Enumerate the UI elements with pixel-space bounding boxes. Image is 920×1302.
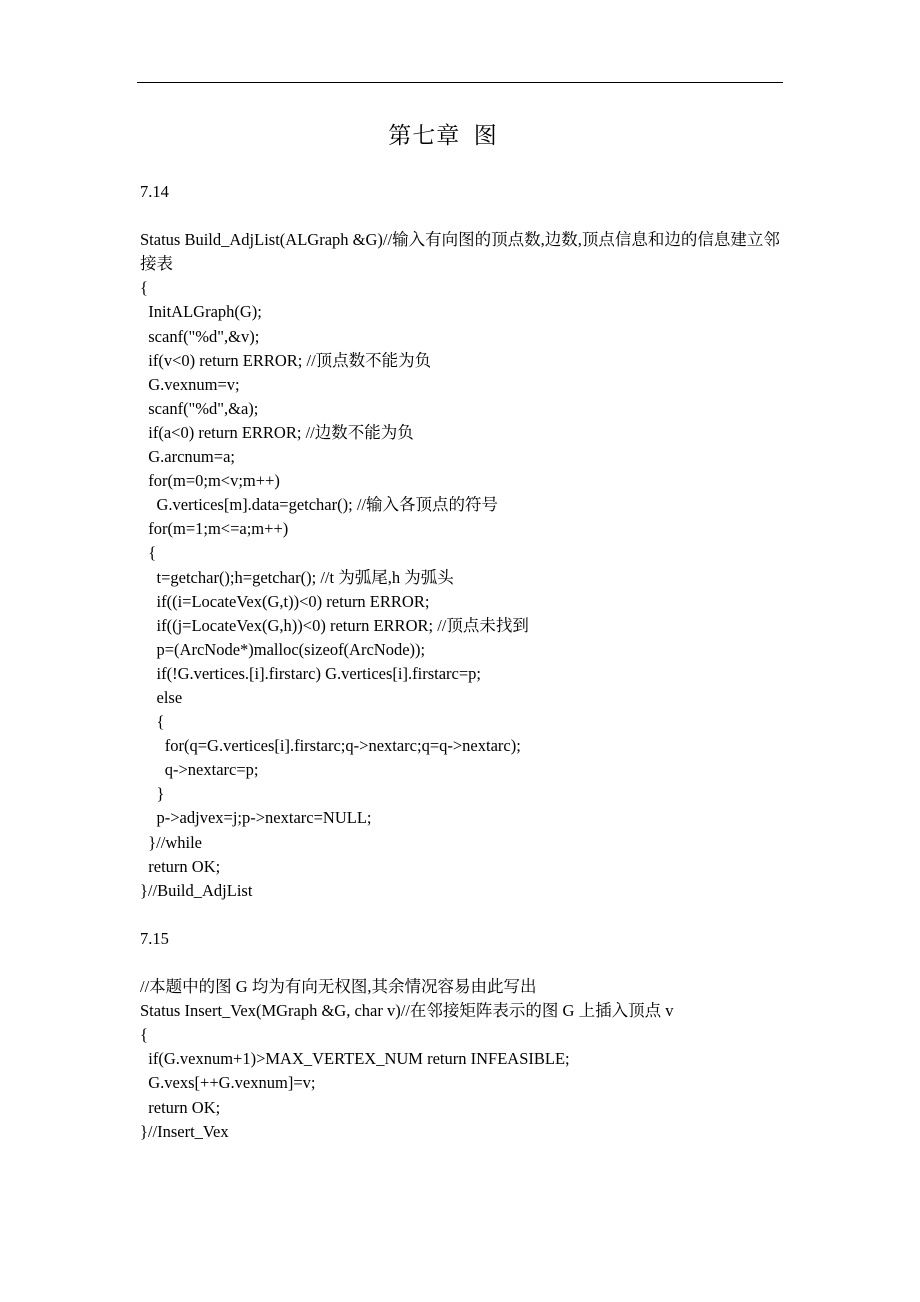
code-line: G.vexnum=v; xyxy=(140,374,240,394)
code-line: p->adjvex=j;p->nextarc=NULL; xyxy=(140,808,372,828)
code-line: if(!G.vertices.[i].firstarc) G.vertices[i].firstarc=p; xyxy=(140,663,481,683)
code-line: t=getchar();h=getchar(); //t 为弧尾,h 为弧头 xyxy=(140,567,454,587)
code-line: q->nextarc=p; xyxy=(140,760,259,780)
code-line: { xyxy=(140,712,165,732)
code-line: G.arcnum=a; xyxy=(140,447,235,467)
code-line: p=(ArcNode*)malloc(sizeof(ArcNode)); xyxy=(140,639,426,659)
code-line: G.vexs[++G.vexnum]=v; xyxy=(140,1073,316,1093)
code-line-function-signature: Status Build_AdjList(ALGraph &G)//输入有向图的顶点数,边数,顶点信息和边的信息建立邻接表 xyxy=(140,230,780,274)
code-line: return OK; xyxy=(140,856,221,876)
code-line: for(m=0;m<v;m++) xyxy=(140,471,280,491)
code-line: if((j=LocateVex(G,h))<0) return ERROR; //顶点未找到 xyxy=(140,615,529,635)
code-line: { xyxy=(140,543,157,563)
code-line: for(q=G.vertices[i].firstarc;q->nextarc;q=q->nextarc); xyxy=(140,736,521,756)
code-line: } xyxy=(140,784,165,804)
code-line: { xyxy=(140,1025,148,1045)
section-7-15 xyxy=(140,927,790,1144)
document-body xyxy=(140,180,790,1168)
code-line: InitALGraph(G); xyxy=(140,302,262,322)
code-line: }//while xyxy=(140,832,202,852)
code-block-build-adjlist xyxy=(140,228,790,903)
code-line-comment: //本题中的图 G 均为有向无权图,其余情况容易由此写出 xyxy=(140,977,537,997)
code-line: else xyxy=(140,687,183,707)
code-line: scanf("%d",&v); xyxy=(140,326,260,346)
code-line: scanf("%d",&a); xyxy=(140,398,259,418)
code-line-function-signature: Status Insert_Vex(MGraph &G, char v)//在邻接矩阵表示的图 G 上插入顶点 v xyxy=(140,1001,674,1021)
chapter-title: 第七章 图 xyxy=(388,123,498,148)
code-line: }//Build_AdjList xyxy=(140,880,253,900)
code-line: if(G.vexnum+1)>MAX_VERTEX_NUM return INFEASIBLE; xyxy=(140,1049,570,1069)
code-line: if(a<0) return ERROR; //边数不能为负 xyxy=(140,422,414,442)
section-number: 7.15 xyxy=(140,928,169,948)
code-line: G.vertices[m].data=getchar(); //输入各顶点的符号 xyxy=(140,495,498,515)
code-line: { xyxy=(140,278,148,298)
section-number: 7.14 xyxy=(140,182,169,201)
code-line: if((i=LocateVex(G,t))<0) return ERROR; xyxy=(140,591,430,611)
section-7-14 xyxy=(140,180,790,903)
code-line: if(v<0) return ERROR; //顶点数不能为负 xyxy=(140,350,432,370)
header-rule xyxy=(137,82,783,83)
code-line: for(m=1;m<=a;m++) xyxy=(140,519,289,539)
code-line: }//Insert_Vex xyxy=(140,1121,229,1141)
code-block-insert-vex xyxy=(140,975,790,1144)
code-line: return OK; xyxy=(140,1097,221,1117)
